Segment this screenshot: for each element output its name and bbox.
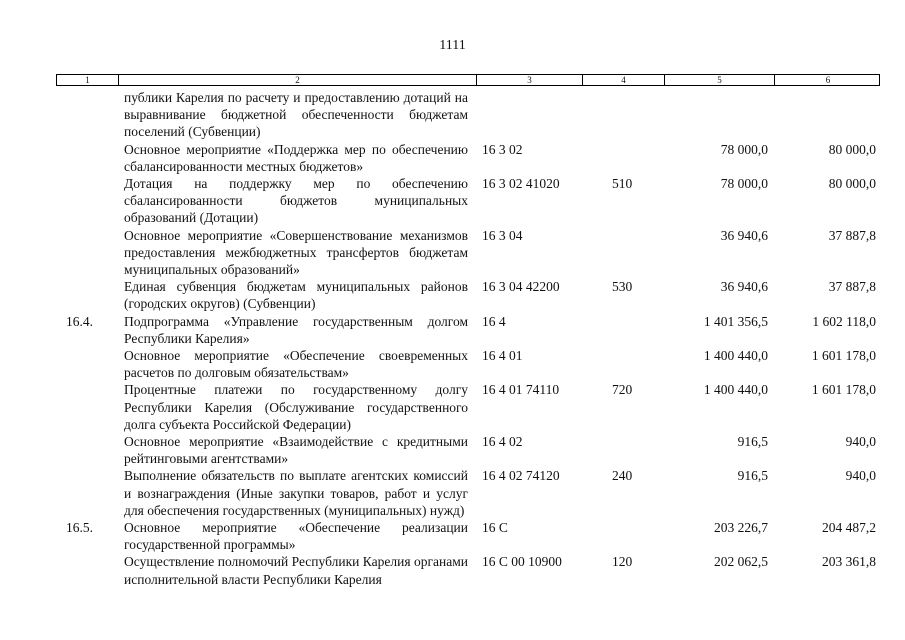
row-value-col6: 37 887,8: [828, 279, 876, 295]
row-name: Дотация на поддержку мер по обеспечению сбалансированности бюджетов муниципальных образований (Дотации): [124, 176, 468, 226]
row-value-col6: [774, 89, 880, 141]
row-value-col5: 78 000,0: [720, 176, 768, 192]
row-name: Единая субвенция бюджетам муниципальных районов (городских округов) (Субвенции): [124, 279, 468, 312]
row-expense-type: 240: [612, 468, 633, 484]
row-expense-type: [582, 141, 664, 175]
row-value-col6: 1 602 118,0: [812, 313, 876, 329]
row-value-col5: 1 400 440,0: [703, 382, 768, 398]
row-expense-type: [582, 433, 664, 467]
row-value-col6: 203 361,8: [822, 554, 876, 570]
page-number: 1111: [439, 38, 466, 53]
row-expense-type: [582, 519, 664, 553]
row-name: Выполнение обязательств по выплате агентских комиссий и вознаграждения (Иные закупки товаров, работ и услуг для обеспечения государственных (муниципальных) нужд): [124, 468, 468, 518]
row-value-col5: [664, 89, 774, 141]
table-row: [56, 519, 880, 553]
row-value-col6: 940,0: [845, 468, 876, 484]
table-row: [56, 347, 880, 381]
row-code: 16 С: [482, 520, 508, 536]
header-col-4: 4: [583, 75, 665, 85]
header-col-2: 2: [119, 75, 477, 85]
row-number: 16.5.: [66, 520, 93, 536]
table-row: [56, 553, 880, 587]
row-number: [56, 89, 118, 141]
row-expense-type: [582, 89, 664, 141]
row-number: 16.4.: [66, 313, 93, 329]
row-value-col5: 36 940,6: [720, 279, 768, 295]
table-body: [56, 89, 880, 588]
row-value-col6: 1 601 178,0: [811, 382, 876, 398]
row-value-col5: 1 400 440,0: [703, 348, 768, 364]
row-value-col5: 203 226,7: [714, 520, 768, 536]
row-code: [476, 89, 582, 141]
row-value-col6: 80 000,0: [828, 141, 876, 157]
row-value-col5: 36 940,6: [720, 227, 768, 243]
row-number: [56, 467, 118, 519]
row-value-col5: 1 401 356,5: [703, 313, 768, 329]
row-name: Подпрограмма «Управление государственным долгом Республики Карелия»: [124, 313, 468, 346]
table-row: [56, 175, 880, 227]
row-code: 16 4 02: [482, 434, 523, 450]
row-number: [56, 175, 118, 227]
row-code: 16 4 01 74110: [482, 382, 560, 398]
table-row: [56, 313, 880, 347]
row-number: [56, 227, 118, 279]
row-number: [56, 141, 118, 175]
table-row: [56, 467, 880, 519]
header-col-6: 6: [825, 75, 831, 85]
row-code: 16 4 01: [482, 348, 523, 364]
row-expense-type: [582, 227, 664, 279]
row-expense-type: 530: [612, 279, 633, 295]
row-name: Процентные платежи по государственному долгу Республики Карелия (Обслуживание государственного долга субъекта Российской Федерации): [124, 382, 468, 432]
row-number: [56, 278, 118, 312]
row-value-col6: 940,0: [845, 434, 876, 450]
row-value-col6: 37 887,8: [828, 227, 876, 243]
header-col-1: 1: [57, 75, 119, 85]
row-value-col6: 80 000,0: [828, 176, 876, 192]
row-code: 16 3 02 41020: [482, 176, 560, 192]
row-expense-type: 120: [612, 554, 633, 570]
row-code: 16 4: [482, 313, 506, 329]
table-row: [56, 278, 880, 312]
row-name: Основное мероприятие «Совершенствование механизмов предоставления межбюджетных трансфертов бюджетам муниципальных образований»: [124, 227, 468, 278]
row-number: [56, 347, 118, 381]
row-value-col5: 202 062,5: [714, 554, 768, 570]
header-col-3: 3: [477, 75, 583, 85]
row-name: Осуществление полномочий Республики Карелия органами исполнительной власти Республики Карелия: [124, 554, 468, 587]
row-value-col5: 916,5: [737, 468, 768, 484]
row-code: 16 3 04 42200: [482, 279, 560, 295]
row-expense-type: [582, 347, 664, 381]
row-name: публики Карелия по расчету и предоставлению дотаций на выравнивание бюджетной обеспеченности бюджетам поселений (Субвенции): [124, 90, 468, 140]
row-name: Основное мероприятие «Поддержка мер по обеспечению сбалансированности местных бюджетов»: [124, 141, 468, 174]
row-number: [56, 381, 118, 433]
table-row: [56, 141, 880, 175]
row-expense-type: 720: [612, 382, 633, 398]
row-number: [56, 433, 118, 467]
row-name: Основное мероприятие «Обеспечение реализации государственной программы»: [124, 520, 468, 553]
row-value-col5: 916,5: [737, 434, 768, 450]
table-row: [56, 89, 880, 141]
row-code: 16 3 04: [482, 227, 523, 243]
table-row: [56, 433, 880, 467]
row-code: 16 С 00 10900: [482, 554, 562, 570]
row-name: Основное мероприятие «Обеспечение своевременных расчетов по долговым обязательствам»: [124, 348, 468, 381]
header-col-5: 5: [665, 75, 775, 85]
row-code: 16 3 02: [482, 141, 523, 157]
row-number: [56, 553, 118, 587]
row-name: Основное мероприятие «Взаимодействие с кредитными рейтинговыми агентствами»: [124, 434, 468, 467]
row-expense-type: 510: [612, 176, 633, 192]
row-value-col6: 204 487,2: [822, 520, 876, 536]
row-code: 16 4 02 74120: [482, 468, 560, 484]
table-header: [56, 74, 880, 86]
row-value-col6: 1 601 178,0: [811, 348, 876, 364]
row-value-col5: 78 000,0: [720, 141, 768, 157]
table-row: [56, 381, 880, 433]
table-row: [56, 227, 880, 279]
row-expense-type: [582, 313, 664, 347]
